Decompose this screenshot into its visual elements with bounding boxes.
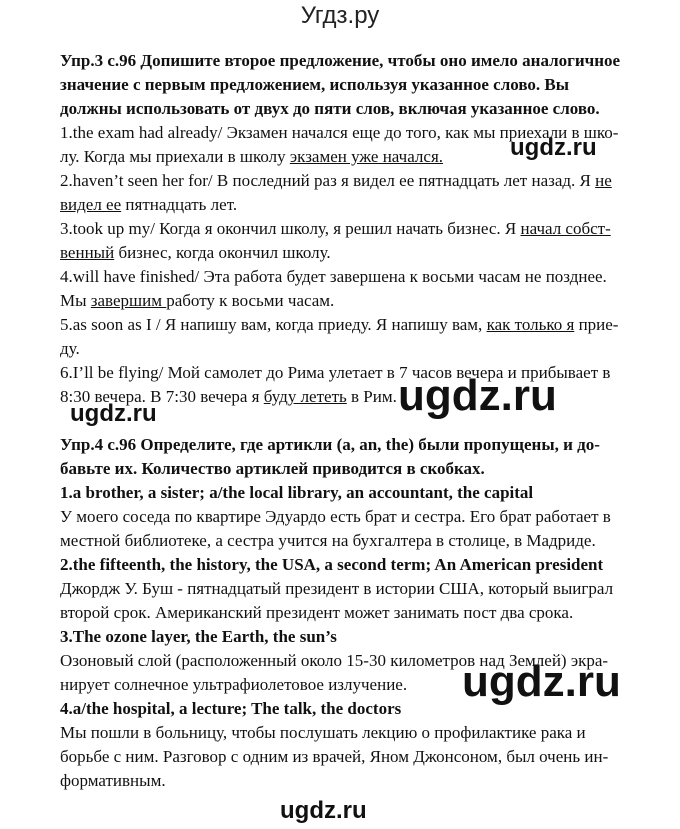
- ex4-text-line: Озоновый слой (расположенный около 15-30 километров над Землей) экра-: [60, 651, 609, 670]
- ex3-item2-line1: 2.haven’t seen her for/ В последний раз я видел ее пятнадцать лет назад. Я не: [60, 171, 612, 190]
- answer-underline: как только я: [486, 315, 575, 334]
- ex3-item2-line2: видел ее пятнадцать лет.: [60, 195, 238, 214]
- ex3-item1-line2: лу. Когда мы приехали в школу экзамен уже начался.: [60, 147, 444, 166]
- ex4-text-line: местной библиотеке, а сестра учится на бухгалтера в столице, в Мадриде.: [60, 531, 596, 550]
- ex3-header-line: должны использовать от двух до пяти слов, включая указанное слово.: [60, 99, 600, 118]
- ex4-answer: 4.a/the hospital, a lecture; The talk, the doctors: [60, 699, 402, 718]
- watermark: ugdz.ru: [398, 371, 557, 420]
- ex3-item6-line2: 8:30 вечера. В 7:30 вечера я буду лететь в Рим.: [60, 387, 397, 406]
- ex3-item6-line1: 6.I’ll be flying/ Мой самолет до Рима улетает в 7 часов вечера и прибывает в: [60, 363, 611, 382]
- answer-underline: экзамен уже начался.: [289, 147, 444, 166]
- ex3-header-line: значение с первым предложением, используя указанное слово. Вы: [60, 75, 570, 94]
- ex4-text-line: У моего соседа по квартире Эдуардо есть брат и сестра. Его брат работает в: [60, 507, 611, 526]
- ex4-header-line: Упр.4 с.96 Определите, где артикли (a, an, the) были пропущены, и до-: [60, 435, 600, 454]
- ex4-text-line: нирует солнечное ультрафиолетовое излучение.: [60, 675, 408, 694]
- ex3-item5-line2: ду.: [60, 339, 80, 358]
- site-title: Угдз.ру: [300, 2, 380, 29]
- ex4-answer: 2.the fifteenth, the history, the USA, a second term; An American president: [60, 555, 604, 574]
- answer-underline: буду лететь: [263, 387, 347, 406]
- answer-underline: видел ее: [60, 195, 122, 214]
- ex3-item3-line1: 3.took up my/ Когда я окончил школу, я решил начать бизнес. Я начал собст-: [60, 219, 611, 238]
- ex3-item5-line1: 5.as soon as I / Я напишу вам, когда приеду. Я напишу вам, как только я прие-: [60, 315, 619, 334]
- ex3-item3-line2: венный бизнес, когда окончил школу.: [60, 243, 331, 262]
- ex3-header-line: Упр.3 с.96 Допишите второе предложение, чтобы оно имело аналогичное: [60, 51, 621, 70]
- ex4-text-line: формативным.: [60, 771, 166, 790]
- ex4-answer: 3.The ozone layer, the Earth, the sun’s: [60, 627, 337, 646]
- answer-underline: начал собст-: [520, 219, 611, 238]
- answer-underline: не: [595, 171, 612, 190]
- ex4-text-line: Мы пошли в больницу, чтобы послушать лекцию о профилактике рака и: [60, 723, 586, 742]
- ex3-item1-line1: 1.the exam had already/ Экзамен начался еще до того, как мы приехали в шко-: [60, 123, 619, 142]
- ex4-header-line: бавьте их. Количество артиклей приводится в скобках.: [60, 459, 485, 478]
- watermark: ugdz.ru: [70, 400, 157, 427]
- ex3-item4-line2: Мы завершим работу к восьми часам.: [60, 291, 335, 310]
- ex4-answer: 1.a brother, a sister; a/the local library, an accountant, the capital: [60, 483, 534, 502]
- watermark: ugdz.ru: [280, 797, 367, 824]
- answer-underline: венный: [60, 243, 115, 262]
- ex4-text-line: Джордж У. Буш - пятнадцатый президент в истории США, который выиграл: [60, 579, 614, 598]
- ex4-text-line: борьбе с ним. Разговор с одним из врачей, Яном Джонсоном, был очень ин-: [60, 747, 609, 766]
- watermark: ugdz.ru: [462, 657, 621, 706]
- watermark: ugdz.ru: [510, 134, 597, 161]
- ex4-text-line: второй срок. Американский президент может занимать пост два срока.: [60, 603, 574, 622]
- answer-underline: завершим: [90, 291, 167, 310]
- ex3-item4-line1: 4.will have finished/ Эта работа будет завершена к восьми часам не позднее.: [60, 267, 607, 286]
